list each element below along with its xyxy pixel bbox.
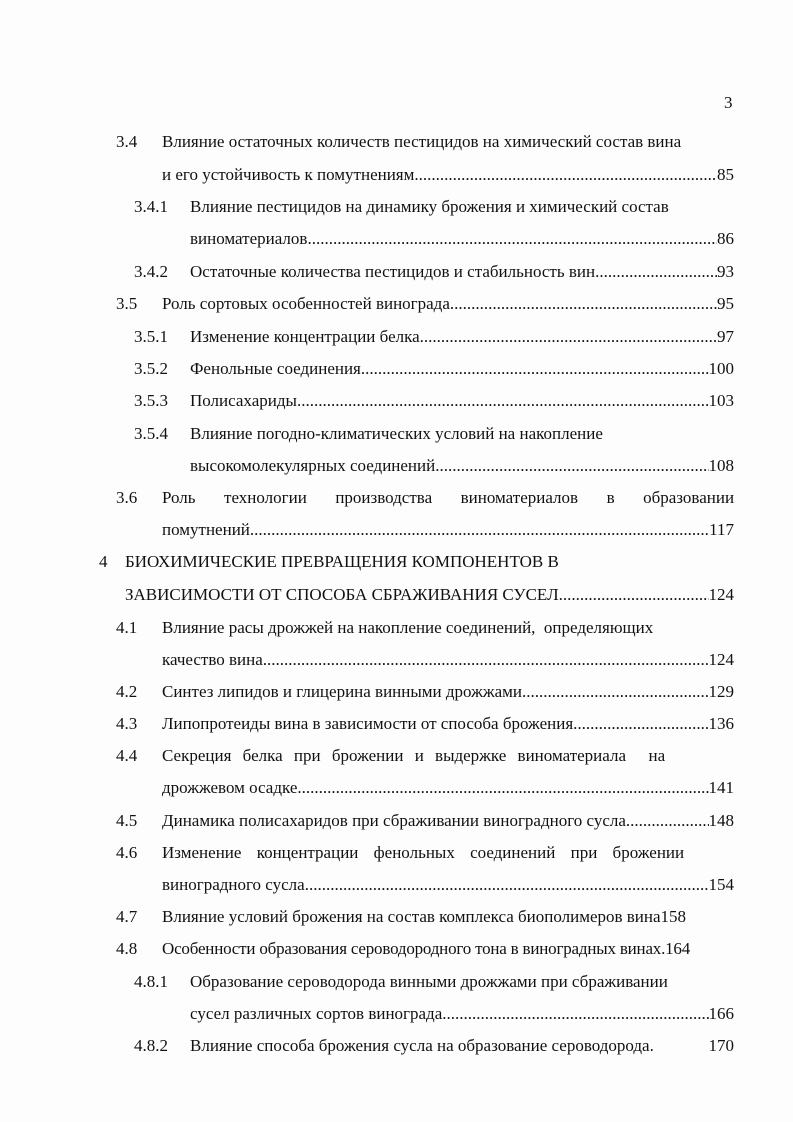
page-number: 3 <box>724 93 733 112</box>
toc-number: 3.4 <box>116 132 138 151</box>
toc-leader-dots <box>414 164 717 186</box>
toc-leader-dots <box>522 681 708 703</box>
toc-number: 3.5.2 <box>134 359 168 378</box>
toc-leader-dots <box>297 777 708 799</box>
toc-title-line: Динамика полисахаридов при сбраживании виноградного сусла <box>162 811 626 830</box>
toc-title-line: Влияние расы дрожжей на накопление соединений, определяющих <box>162 618 654 637</box>
toc-entry[interactable] <box>162 649 734 671</box>
toc-entry[interactable] <box>190 390 734 412</box>
toc-title-line: Секреция белка при брожении и выдержке виноматериала на <box>162 746 666 765</box>
toc-chapter-number: 4 <box>99 552 108 571</box>
toc-number: 4.3 <box>116 714 138 733</box>
toc-page-ref: 93 <box>717 262 734 281</box>
toc-title-line: Влияние остаточных количеств пестицидов на химический состав вина <box>162 132 682 151</box>
toc-title-line: Влияние пестицидов на динамику брожения и химический состав <box>190 197 669 216</box>
toc-number: 3.4.1 <box>134 197 168 216</box>
toc-leader-dots <box>626 810 709 832</box>
toc-title-line: Полисахариды <box>190 391 297 410</box>
toc-entry[interactable] <box>162 777 734 799</box>
toc-title-line: Синтез липидов и глицерина винными дрожжами <box>162 682 523 701</box>
toc-entry[interactable] <box>162 681 734 703</box>
toc-number: 4.7 <box>116 907 138 926</box>
toc-number: 4.8.2 <box>134 1036 168 1055</box>
toc-title-line: виноградного сусла <box>162 875 305 894</box>
toc-page-ref: 85 <box>717 165 734 184</box>
toc-entry[interactable] <box>190 455 734 477</box>
toc-number: 4.8 <box>116 939 138 958</box>
toc-page-ref: 141 <box>708 778 734 797</box>
toc-title-line: Роль технологии производства виноматериалов в образовании <box>162 488 735 507</box>
toc-entry[interactable]: Влияние условий брожения на состав комплекса биополимеров вина158 <box>162 907 687 926</box>
toc-page-ref: 97 <box>717 327 734 346</box>
toc-entry[interactable] <box>162 810 734 832</box>
toc-number: 3.4.2 <box>134 262 168 281</box>
toc-page-ref: 86 <box>717 229 734 248</box>
toc-page-ref: 154 <box>708 875 734 894</box>
toc-leader-dots <box>442 1003 708 1025</box>
toc-title-line: Образование сероводорода винными дрожжами при сбраживании <box>190 972 668 991</box>
toc-page-ref: 129 <box>708 682 734 701</box>
toc-page-ref: 124 <box>708 585 734 604</box>
toc-leader-dots <box>420 326 717 348</box>
toc-number: 3.5.1 <box>134 327 168 346</box>
toc-title-line: Фенольные соединения <box>190 359 361 378</box>
toc-entry[interactable] <box>162 713 734 735</box>
toc-title-line: Изменение концентрации фенольных соединений при брожении <box>162 843 685 862</box>
toc-entry[interactable] <box>190 1035 734 1057</box>
toc-chapter-entry[interactable] <box>125 584 734 606</box>
toc-page-ref: 124 <box>708 650 734 669</box>
toc-number: 4.1 <box>116 618 138 637</box>
toc-number: 4.8.1 <box>134 972 168 991</box>
toc-entry[interactable] <box>190 261 734 283</box>
toc-title-line: дрожжевом осадке <box>162 778 298 797</box>
toc-page-ref: 136 <box>708 714 734 733</box>
toc-leader-dots <box>297 390 709 412</box>
toc-entry[interactable]: Особенности образования сероводородного тона в виноградных винах.164 <box>162 939 691 958</box>
toc-entry[interactable] <box>190 358 734 380</box>
toc-title-line: высокомолекулярных соединений <box>190 456 436 475</box>
toc-entry[interactable] <box>162 293 734 315</box>
toc-leader-dots <box>573 713 708 735</box>
toc-number: 3.5.3 <box>134 391 168 410</box>
toc-title-line: Остаточные количества пестицидов и стабильность вин <box>190 262 596 281</box>
toc-title-line: Роль сортовых особенностей винограда <box>162 294 450 313</box>
toc-entry[interactable] <box>162 874 734 896</box>
toc-number: 3.6 <box>116 488 138 507</box>
toc-number: 4.6 <box>116 843 138 862</box>
toc-leader-dots <box>307 228 717 250</box>
toc-entry[interactable] <box>190 326 734 348</box>
toc-entry[interactable] <box>162 164 734 186</box>
toc-page-ref: 166 <box>708 1004 734 1023</box>
toc-title-line: виноматериалов <box>190 229 308 248</box>
toc-leader-dots <box>305 874 709 896</box>
toc-title-line: Изменение концентрации белка <box>190 327 420 346</box>
toc-page-ref: 108 <box>708 456 734 475</box>
toc-number: 3.5.4 <box>134 424 168 443</box>
toc-leader-dots <box>559 584 709 606</box>
toc-chapter-title-line: БИОХИМИЧЕСКИЕ ПРЕВРАЩЕНИЯ КОМПОНЕНТОВ В <box>125 552 559 571</box>
toc-page-ref: 170 <box>708 1036 734 1055</box>
toc-entry[interactable] <box>190 1003 734 1025</box>
toc-leader-dots <box>435 455 708 477</box>
toc-entry[interactable] <box>190 228 734 250</box>
toc-number: 4.4 <box>116 746 138 765</box>
toc-page-ref: 95 <box>717 294 734 313</box>
toc-leader-dots <box>263 649 709 671</box>
toc-page-ref: 103 <box>708 391 734 410</box>
toc-title-line: Липопротеиды вина в зависимости от способа брожения <box>162 714 574 733</box>
toc-entry[interactable] <box>162 519 734 541</box>
toc-page-ref: 148 <box>708 811 734 830</box>
toc-title-line: и его устойчивость к помутнениям <box>162 165 415 184</box>
toc-chapter-title-line: ЗАВИСИМОСТИ ОТ СПОСОБА СБРАЖИВАНИЯ СУСЕЛ <box>125 585 559 604</box>
toc-title-line: Влияние погодно-климатических условий на накопление <box>190 424 603 443</box>
toc-title-line: сусел различных сортов винограда <box>190 1004 443 1023</box>
toc-number: 3.5 <box>116 294 138 313</box>
toc-page-ref: 100 <box>708 359 734 378</box>
toc-leader-dots <box>250 519 709 541</box>
toc-number: 4.2 <box>116 682 138 701</box>
toc-title-line: качество вина <box>162 650 263 669</box>
toc-title-line: помутнений <box>162 520 250 539</box>
toc-leader-dots <box>595 261 717 283</box>
toc-page-ref: 117 <box>709 520 734 539</box>
toc-number: 4.5 <box>116 811 138 830</box>
toc-title-line: Влияние способа брожения сусла на образование сероводорода. <box>190 1036 654 1055</box>
toc-leader-dots <box>361 358 709 380</box>
toc-leader-dots <box>450 293 717 315</box>
